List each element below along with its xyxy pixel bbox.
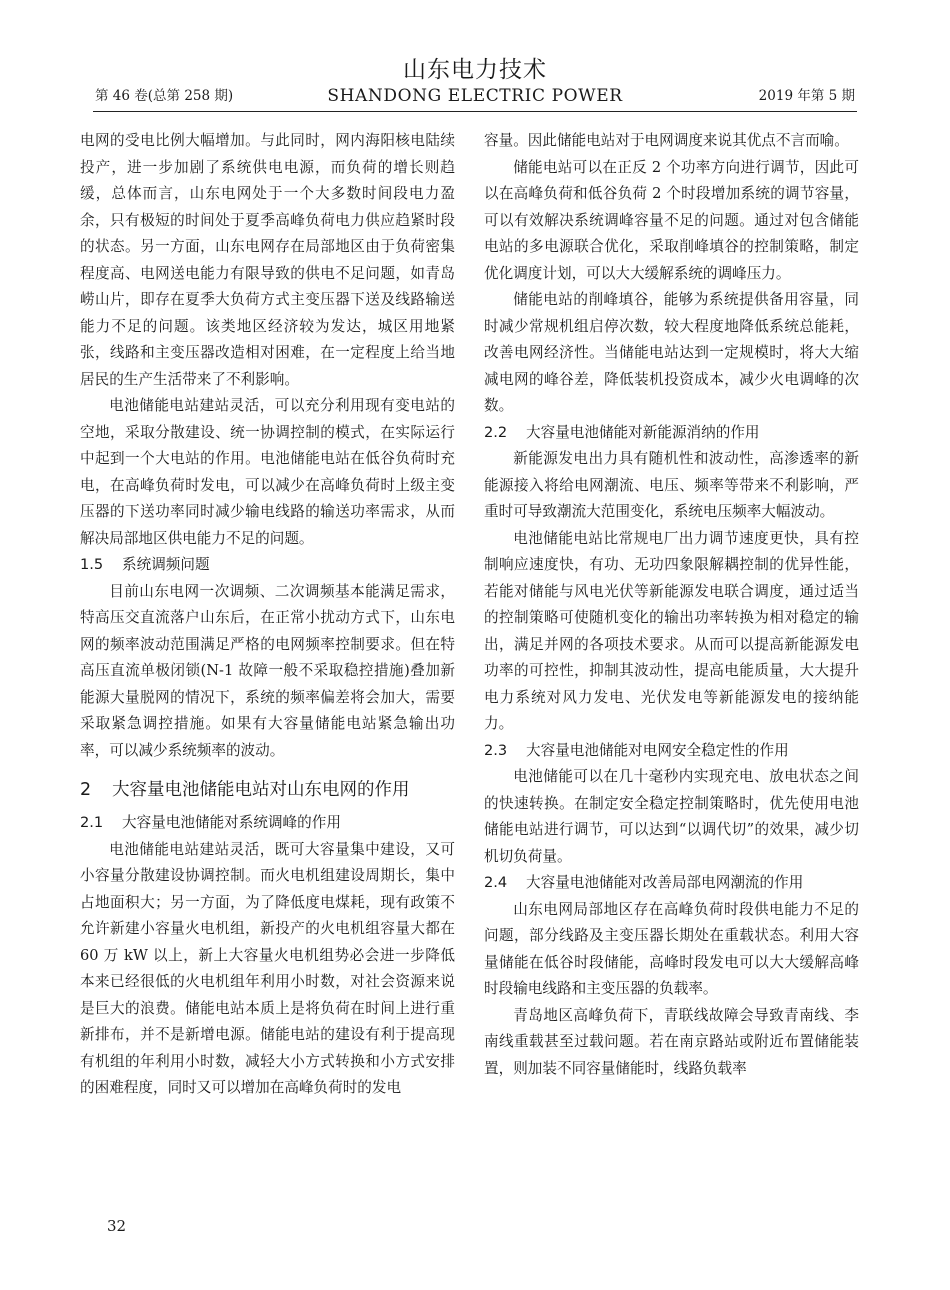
section-number: 2.3	[484, 741, 508, 759]
section-title: 系统调频问题	[122, 556, 210, 573]
section-title: 大容量电池储能对电网安全稳定性的作用	[526, 741, 789, 759]
journal-title-cn: 山东电力技术	[403, 57, 547, 83]
paragraph: 储能电站可以在正反 2 个功率方向进行调节，因此可以在高峰负荷和低谷负荷 2 个时段增加系统的调节容量，可以有效解决系统调峰容量不足的问题。通过对包含储能电站的多电源联合优化，采取削峰填谷的控制策略，制定优化调度计划，可以大大缓解系统的调峰压力。	[484, 158, 859, 282]
paragraph: 山东电网局部地区存在高峰负荷时段供电能力不足的问题，部分线路及主变压器长期处在重载状态。利用大容量储能在低谷时段储能，高峰时段发电可以大大缓解高峰时段输电线路和主变压器的负载率。	[484, 900, 859, 997]
journal-title-en: SHANDONG ELECTRIC POWER	[327, 86, 623, 106]
paragraph: 电池储能电站比常规电厂出力调节速度更快，具有控制响应速度快，有功、无功四象限解耦控制的优异性能，若能对储能与风电光伏等新能源发电联合调度，通过适当的控制策略可使随机变化的输出功率转换为相对稳定的输出，满足并网的各项技术要求。从而可以提高新能源发电功率的可控性，抑制其波动性，提高电能质量，大大提升电力系统对风力发电、光伏发电等新能源发电的接纳能力。	[484, 529, 859, 732]
page-number: 32	[107, 1217, 127, 1235]
section-title: 大容量电池储能对改善局部电网潮流的作用	[526, 874, 804, 891]
section-number: 1.5	[80, 556, 104, 573]
paragraph: 青岛地区高峰负荷下，青联线故障会导致青南线、李南线重载甚至过载问题。若在南京路站或附近布置储能装置，则加装不同容量储能时，线路负载率	[484, 1006, 859, 1077]
left-column	[80, 128, 455, 1102]
section-number: 2.4	[484, 874, 508, 891]
right-column	[484, 128, 859, 1082]
section-title: 大容量电池储能对系统调峰的作用	[122, 814, 341, 831]
section-number: 2	[80, 780, 92, 800]
paragraph: 电池储能可以在几十毫秒内实现充电、放电状态之间的快速转换。在制定安全稳定控制策略时，优先使用电池储能电站进行调节，可以达到“以调代切”的效果，减少切机切负荷量。	[484, 768, 859, 865]
header-rule	[93, 111, 857, 112]
volume-info: 第 46 卷(总第 258 期)	[95, 88, 234, 104]
section-heading-1-5	[80, 552, 455, 579]
paragraph: 电池储能电站建站灵活，既可大容量集中建设，又可小容量分散建设协调控制。而火电机组建设周期长，集中占地面积大；另一方面，为了降低度电煤耗，现有政策不允许新建小容量火电机组，新投产的火电机组容量大都在 60 万 kW 以上，新上大容量火电机组势必会进一步降低本来已经很低的火电机组年利用小时数，对社会资源来说是巨大的浪费。储能电站本质上是将负荷在时间上进行重新排布，并不是新增电源。储能电站的建设有利于提高现有机组的年利用小时数，减轻大小方式转换和小方式安排的困难程度，同时又可以增加在高峰负荷时的发电	[80, 840, 455, 1096]
paragraph: 电池储能电站建站灵活，可以充分利用现有变电站的空地，采取分散建设、统一协调控制的模式，在实际运行中起到一个大电站的作用。电池储能电站在低谷负荷时充电，在高峰负荷时发电，可以减少在高峰负荷时上级主变压器的下送功率同时减少输电线路的输送功率需求，从而解决局部地区供电能力不足的问题。	[80, 397, 455, 547]
section-title: 大容量电池储能电站对山东电网的作用	[112, 780, 410, 800]
paragraph: 新能源发电出力具有随机性和波动性，高渗透率的新能源接入将给电网潮流、电压、频率等带来不利影响，严重时可导致潮流大范围变化，系统电压频率大幅波动。	[484, 450, 859, 520]
paragraph: 容量。因此储能电站对于电网调度来说其优点不言而喻。	[484, 132, 849, 149]
section-number: 2.1	[80, 814, 104, 831]
paragraph: 电网的受电比例大幅增加。与此同时，网内海阳核电陆续投产，进一步加剧了系统供电电源，而负荷的增长则趋缓，总体而言，山东电网处于一个大多数时间段电力盈余，只有极短的时间处于夏季高峰负荷电力供应趋紧时段的状态。另一方面，山东电网存在局部地区由于负荷密集程度高、电网送电能力有限导致的供电不足问题，如青岛崂山片，即存在夏季大负荷方式主变压器下送及线路输送能力不足的问题。该类地区经济较为发达，城区用地紧张，线路和主变压器改造相对困难，在一定程度上给当地居民的生产生活带来了不利影响。	[80, 132, 455, 388]
page-header	[0, 0, 950, 112]
section-number: 2.2	[484, 423, 508, 441]
section-heading-2	[80, 776, 455, 804]
section-heading-2-4	[484, 870, 859, 897]
paragraph: 目前山东电网一次调频、二次调频基本能满足需求，特高压交直流落户山东后，在正常小扰动方式下，山东电网的频率波动范围满足严格的电网频率控制要求。但在特高压直流单极闭锁(N-1 故障一般不采取稳控措施)叠加新能源大量脱网的情况下，系统的频率偏差将会加大，需要采取紧急调控措施。如果有大容量储能电站紧急输出功率，可以减少系统频率的波动。	[80, 582, 455, 759]
issue-info: 2019 年第 5 期	[758, 88, 855, 104]
section-heading-2-1	[80, 810, 455, 837]
paragraph: 储能电站的削峰填谷，能够为系统提供备用容量，同时减少常规机组启停次数，较大程度地降低系统总能耗，改善电网经济性。当储能电站达到一定规模时，将大大缩减电网的峰谷差，降低装机投资成本，减少火电调峰的次数。	[484, 291, 859, 414]
section-title: 大容量电池储能对新能源消纳的作用	[526, 423, 760, 441]
section-heading-2-3	[484, 738, 859, 765]
section-heading-2-2	[484, 420, 859, 447]
